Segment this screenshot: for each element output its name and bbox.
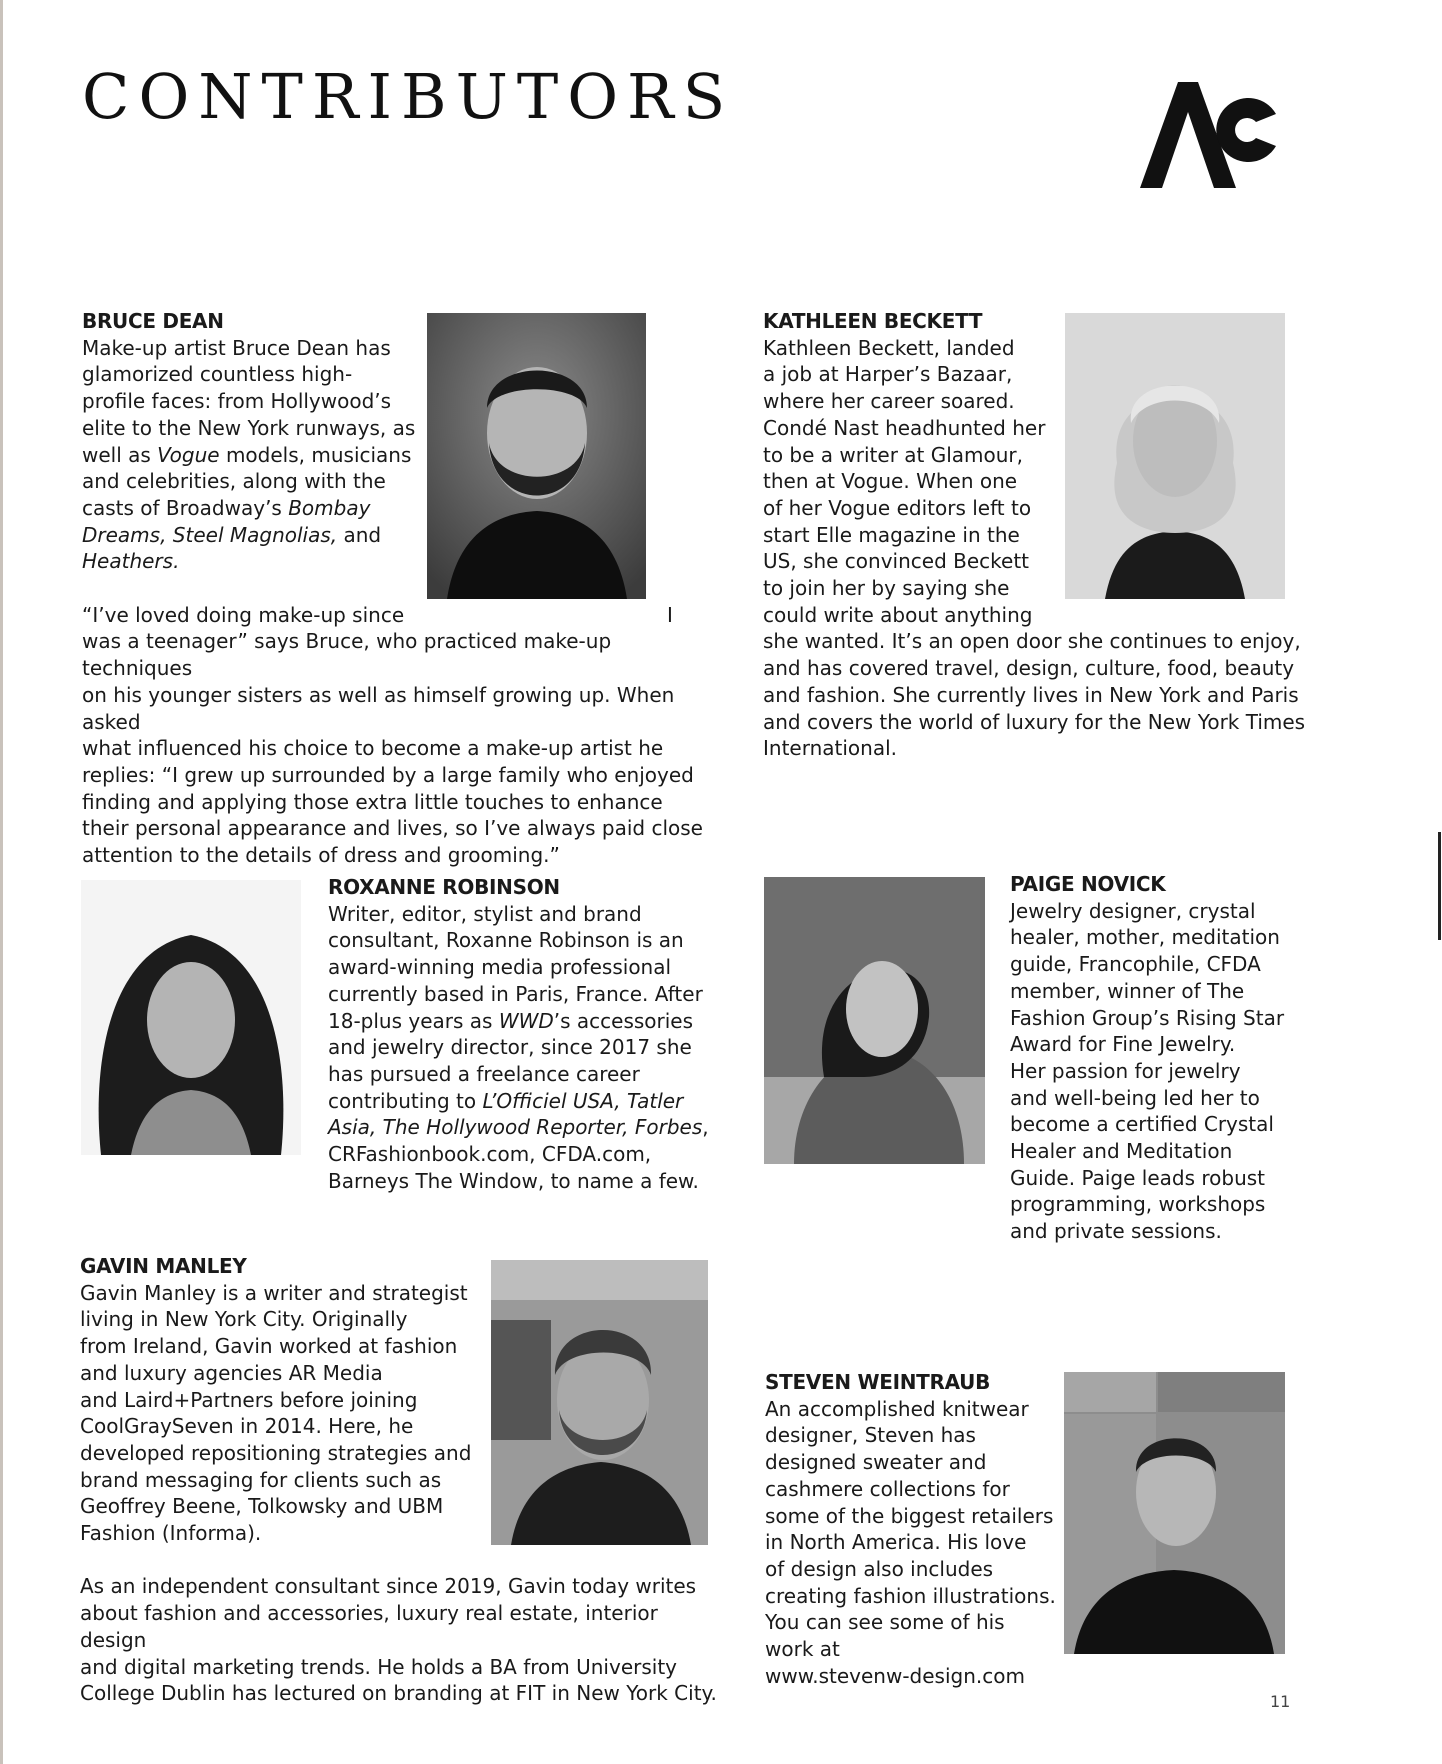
bio-line: their personal appearance and lives, so I’ve always paid close bbox=[82, 816, 703, 841]
bio-line: living in New York City. Originally bbox=[80, 1307, 408, 1332]
gavin-manley-photo bbox=[491, 1260, 708, 1545]
bio-line: award-winning media professional bbox=[328, 955, 672, 980]
bio-line: replies: “I grew up surrounded by a large family who enjoyed bbox=[82, 762, 694, 787]
bio-line: has pursued a freelance career bbox=[328, 1061, 640, 1086]
bio-line: and celebrities, along with the bbox=[82, 469, 386, 494]
contributor-name: STEVEN WEINTRAUB bbox=[765, 1370, 991, 1394]
page-edge bbox=[0, 0, 3, 1764]
bio-italic: WWD bbox=[498, 1008, 554, 1033]
contributor-name: PAIGE NOVICK bbox=[1010, 872, 1166, 896]
bio-line: and jewelry director, since 2017 she bbox=[328, 1035, 692, 1060]
bio-line: developed repositioning strategies and bbox=[80, 1440, 472, 1465]
bio-line: Writer, editor, stylist and brand bbox=[328, 901, 642, 926]
bio-line: Condé Nast headhunted her bbox=[763, 415, 1046, 440]
bio-line: and covers the world of luxury for the New York Times bbox=[763, 709, 1306, 734]
bio-line bbox=[82, 602, 722, 629]
bio-line: to join her by saying she bbox=[763, 576, 1010, 601]
bio-line: CRFashionbook.com, CFDA.com, bbox=[328, 1142, 652, 1167]
paige-novick-photo bbox=[764, 877, 985, 1164]
bio-italic: L’Officiel USA, Tatler bbox=[482, 1088, 684, 1113]
bio-line: of design also includes bbox=[765, 1556, 994, 1581]
bio-line: Barneys The Window, to name a few. bbox=[328, 1168, 699, 1193]
bio-line: healer, mother, meditation bbox=[1010, 925, 1280, 950]
bio-line: then at Vogue. When one bbox=[763, 469, 1018, 494]
bio-line: Gavin Manley is a writer and strategist bbox=[80, 1280, 468, 1305]
bio-line: profile faces: from Hollywood’s bbox=[82, 389, 392, 414]
bio-line: www.stevenw-design.com bbox=[765, 1663, 1025, 1688]
bio-line: about fashion and accessories, luxury real estate, interior design bbox=[80, 1601, 658, 1652]
bio-line: College Dublin has lectured on branding at FIT in New York City. bbox=[80, 1681, 717, 1706]
bio-line: and private sessions. bbox=[1010, 1219, 1222, 1244]
kathleen-beckett-photo bbox=[1065, 313, 1285, 599]
bio-line: member, winner of The bbox=[1010, 978, 1245, 1003]
bio-line: Guide. Paige leads robust bbox=[1010, 1165, 1266, 1190]
bio-line: An accomplished knitwear bbox=[765, 1396, 1029, 1421]
bio-line: and well-being led her to bbox=[1010, 1085, 1260, 1110]
bio-text: , bbox=[702, 1115, 709, 1140]
bio-line: consultant, Roxanne Robinson is an bbox=[328, 928, 684, 953]
bio-line: Fashion (Informa). bbox=[80, 1521, 262, 1546]
contributor-roxanne-robinson bbox=[328, 874, 748, 1194]
roxanne-robinson-photo bbox=[81, 880, 301, 1155]
bio-line: work at bbox=[765, 1637, 840, 1662]
bio-line: finding and applying those extra little touches to enhance bbox=[82, 789, 663, 814]
bio-line: currently based in Paris, France. After bbox=[328, 981, 703, 1006]
bio-line: and has covered travel, design, culture, food, beauty bbox=[763, 656, 1295, 681]
bio-line: was a teenager” says Bruce, who practiced make-up techniques bbox=[82, 629, 612, 681]
bio-line bbox=[328, 1114, 748, 1141]
bio-italic: Asia, The Hollywood Reporter, Forbes bbox=[328, 1115, 703, 1140]
bio-line: attention to the details of dress and grooming.” bbox=[82, 843, 560, 868]
bio-text: ’s accessories bbox=[553, 1008, 694, 1033]
bio-text: 18-plus years as bbox=[328, 1008, 499, 1033]
bio-line: Kathleen Beckett, landed bbox=[763, 335, 1015, 360]
bio-italic: Bombay bbox=[288, 495, 371, 520]
bio-line: Jewelry designer, crystal bbox=[1010, 898, 1256, 923]
bio-italic: Heathers. bbox=[82, 549, 180, 574]
bio-text: and bbox=[337, 522, 382, 547]
bio-line bbox=[328, 1088, 748, 1115]
contributor-name: KATHLEEN BECKETT bbox=[763, 309, 983, 333]
page-edge-marker bbox=[1438, 832, 1441, 940]
bio-text: casts of Broadway’s bbox=[82, 495, 289, 520]
bio-line: what influenced his choice to become a make-up artist he bbox=[82, 736, 664, 761]
bio-text: I bbox=[667, 602, 673, 627]
bio-text: well as bbox=[82, 442, 158, 467]
bio-line: glamorized countless high- bbox=[82, 362, 353, 387]
bio-line: of her Vogue editors left to bbox=[763, 495, 1032, 520]
bio-line: brand messaging for clients such as bbox=[80, 1467, 442, 1492]
bio-line: and fashion. She currently lives in New York and Paris bbox=[763, 682, 1299, 707]
contributor-name: GAVIN MANLEY bbox=[80, 1254, 247, 1278]
bio-line: creating fashion illustrations. bbox=[765, 1583, 1056, 1608]
bio-line: where her career soared. bbox=[763, 389, 1015, 414]
bio-line: International. bbox=[763, 736, 898, 761]
bio-italic: Vogue bbox=[157, 442, 220, 467]
bio-line: to be a writer at Glamour, bbox=[763, 442, 1024, 467]
page-number: 11 bbox=[1270, 1692, 1291, 1711]
bruce-dean-photo bbox=[427, 313, 646, 599]
bio-line: from Ireland, Gavin worked at fashion bbox=[80, 1334, 458, 1359]
bio-line: cashmere collections for bbox=[765, 1476, 1010, 1501]
bio-line: Make-up artist Bruce Dean has bbox=[82, 335, 391, 360]
bio-line: US, she convinced Beckett bbox=[763, 549, 1030, 574]
bio-line: Her passion for jewelry bbox=[1010, 1058, 1241, 1083]
bio-italic: Dreams, Steel Magnolias, bbox=[82, 522, 338, 547]
steven-weintraub-photo bbox=[1064, 1372, 1285, 1654]
contributor-name: BRUCE DEAN bbox=[82, 309, 224, 333]
bio-line: start Elle magazine in the bbox=[763, 522, 1020, 547]
bio-line: become a certified Crystal bbox=[1010, 1112, 1274, 1137]
bio-line bbox=[328, 1008, 748, 1035]
bio-line: and luxury agencies AR Media bbox=[80, 1360, 383, 1385]
bio-text: “I’ve loved doing make-up since bbox=[82, 602, 405, 627]
bio-line: Geoffrey Beene, Tolkowsky and UBM bbox=[80, 1494, 444, 1519]
bio-line: in North America. His love bbox=[765, 1530, 1027, 1555]
bio-line: guide, Francophile, CFDA bbox=[1010, 952, 1261, 977]
contributor-name: ROXANNE ROBINSON bbox=[328, 875, 560, 899]
bio-line: As an independent consultant since 2019, Gavin today writes bbox=[80, 1574, 697, 1599]
bio-text: models, musicians bbox=[219, 442, 412, 467]
bio-line: designer, Steven has bbox=[765, 1423, 976, 1448]
bio-line: some of the biggest retailers bbox=[765, 1503, 1054, 1528]
contributor-steven-weintraub bbox=[765, 1369, 1065, 1689]
bio-line: on his younger sisters as well as himself growing up. When asked bbox=[82, 682, 675, 734]
bio-line: programming, workshops bbox=[1010, 1192, 1266, 1217]
bio-line: and digital marketing trends. He holds a BA from University bbox=[80, 1654, 678, 1679]
bio-line: a job at Harper’s Bazaar, bbox=[763, 362, 1013, 387]
page-title: CONTRIBUTORS bbox=[82, 60, 735, 133]
bio-line: Healer and Meditation bbox=[1010, 1139, 1233, 1164]
bio-line: CoolGraySeven in 2014. Here, he bbox=[80, 1414, 414, 1439]
contributor-paige-novick bbox=[1010, 871, 1310, 1245]
bio-line: elite to the New York runways, as bbox=[82, 415, 416, 440]
bio-line: Fashion Group’s Rising Star bbox=[1010, 1005, 1285, 1030]
ac-logo bbox=[1140, 80, 1288, 192]
bio-line: You can see some of his bbox=[765, 1610, 1005, 1635]
bio-line: could write about anything bbox=[763, 602, 1033, 627]
bio-line: she wanted. It’s an open door she continues to enjoy, bbox=[763, 629, 1301, 654]
bio-line: designed sweater and bbox=[765, 1450, 987, 1475]
bio-text: contributing to bbox=[328, 1088, 483, 1113]
bio-line: and Laird+Partners before joining bbox=[80, 1387, 418, 1412]
bio-line: Award for Fine Jewelry. bbox=[1010, 1032, 1236, 1057]
